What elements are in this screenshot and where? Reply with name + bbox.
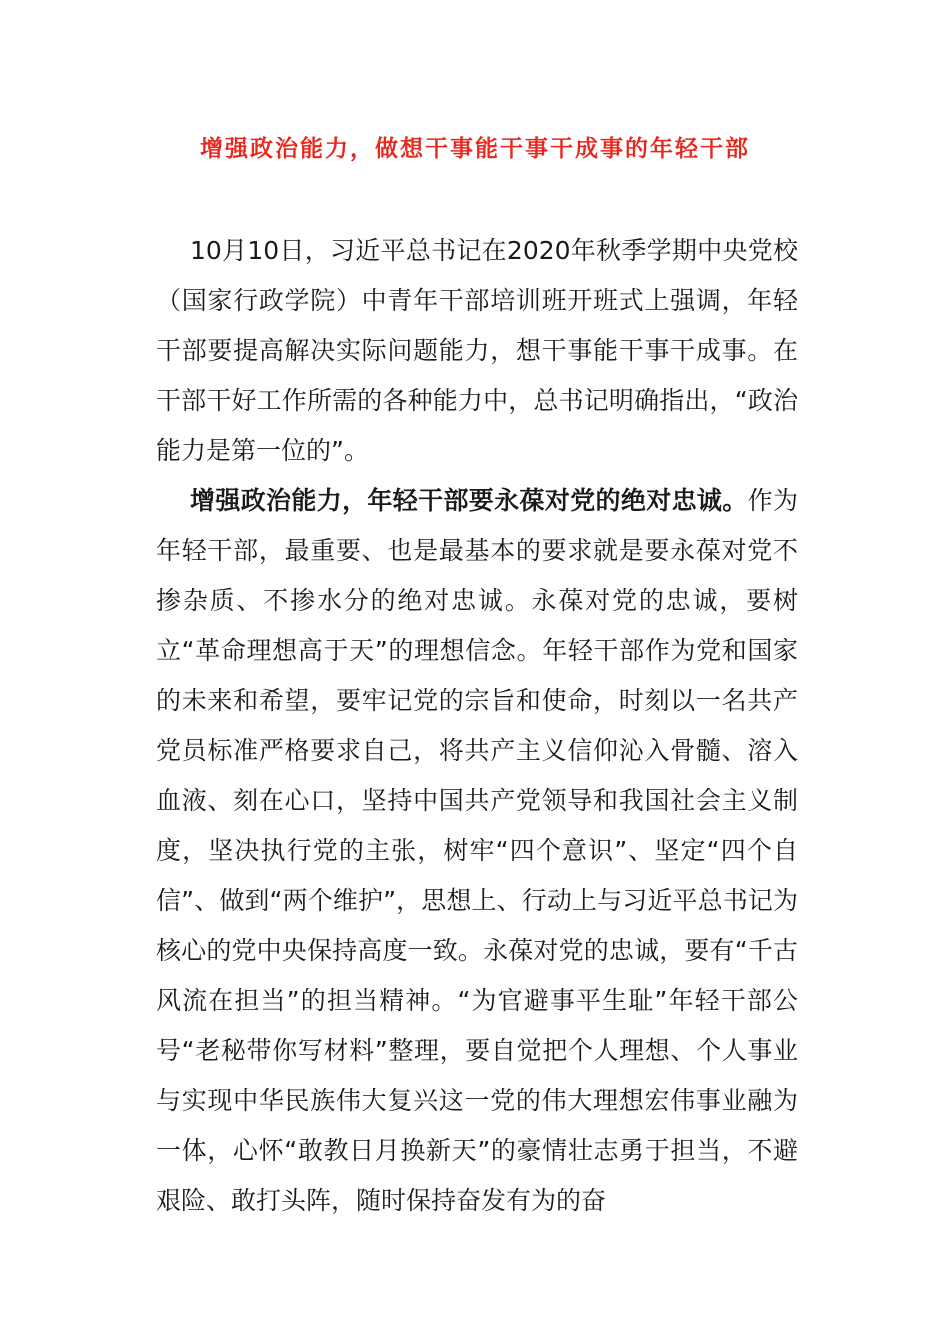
- paragraph-loyalty-text: 作为年轻干部，最重要、也是最基本的要求就是要永葆对党不掺杂质、不掺水分的绝对忠诚。永葆对党的忠诚，要树立“革命理想高于天”的理想信念。年轻干部作为党和国家的未来和希望，要牢记党的宗旨和使命，时刻以一名共产党员标准严格要求自己，将共产主义信仰沁入骨髓、溶入血液、刻在心口，坚持中国共产党领导和我国社会主义制度，坚决执行党的主张，树牢“四个意识”、坚定“四个自信”、做到“两个维护”，思想上、行动上与习近平总书记为核心的党中央保持高度一致。永葆对党的忠诚，要有“千古风流在担当”的担当精神。“为官避事平生耻”年轻干部公号“老秘带你写材料”整理，要自觉把个人理想、个人事业与实现中华民族伟大复兴这一党的伟大理想宏伟事业融为一体，心怀“敢教日月换新天”的豪情壮志勇于担当，不避艰险、敢打头阵，随时保持奋发有为的奋: [156, 486, 798, 1215]
- paragraph-intro-text: 10月10日，习近平总书记在2020年秋季学期中央党校（国家行政学院）中青年干部培训班开班式上强调，年轻干部要提高解决实际问题能力，想干事能干事干成事。在干部干好工作所需的各种能力中，总书记明确指出，“政治能力是第一位的”。: [156, 236, 798, 465]
- document-title: 增强政治能力，做想干事能干事干成事的年轻干部: [200, 135, 750, 162]
- paragraph-intro: [156, 226, 798, 476]
- paragraph-loyalty: [156, 476, 798, 1226]
- document-body: [156, 226, 798, 1226]
- paragraph-loyalty-heading: 增强政治能力，年轻干部要永葆对党的绝对忠诚。: [190, 486, 748, 515]
